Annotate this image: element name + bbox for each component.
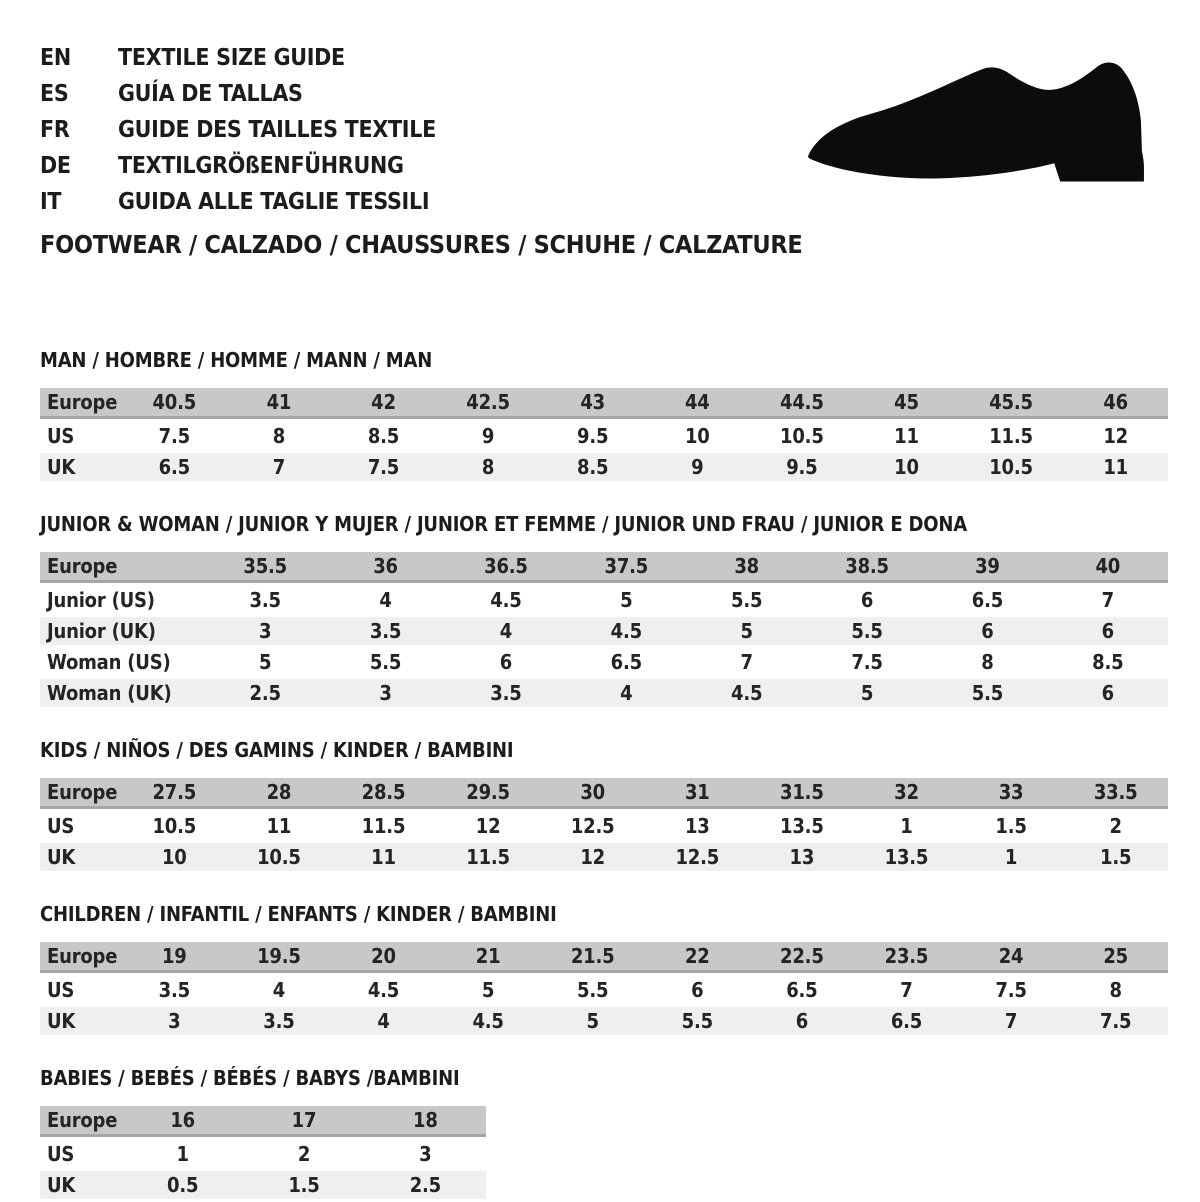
size-value: 12 [540,843,645,871]
size-value: 3 [122,1007,227,1035]
size-value: 8 [981,650,994,674]
size-value: 41 [227,388,332,419]
language-title: GUIDA ALLE TAGLIE TESSILI [118,189,430,215]
size-value: 3.5 [325,617,445,645]
size-value: 2 [297,1142,311,1166]
size-value: 5 [259,650,272,674]
size-value: 4 [379,588,392,612]
size-value: 11.5 [989,424,1033,448]
size-value: 6.5 [122,453,227,481]
size-value: 12.5 [645,843,750,871]
language-code: FR [40,117,70,143]
table-header-row [40,388,1168,419]
size-value: 38.5 [807,552,927,583]
size-value: 6 [750,1007,855,1035]
size-value: 31.5 [750,778,855,809]
language-code: DE [40,153,71,179]
row-label: Europe [40,388,122,419]
table-row [40,843,1168,871]
size-value: 20 [331,942,436,973]
table-row [40,422,1168,450]
language-code: EN [40,45,71,71]
size-value: 13.5 [854,843,959,871]
size-value: 11 [1063,453,1168,481]
size-value: 46 [1063,388,1168,419]
size-value: 7.5 [995,978,1027,1002]
size-value: 6.5 [971,588,1004,612]
size-value: 12 [1103,424,1128,448]
size-value: 7.5 [158,424,190,448]
row-label: Europe [40,942,122,973]
size-value: 44 [645,388,750,419]
size-value: 32 [854,778,959,809]
section-title: CHILDREN / INFANTIL / ENFANTS / KINDER / BAMBINI [40,902,557,926]
size-value: 40 [1048,552,1168,583]
size-value: 11 [331,843,436,871]
size-value: 7 [1101,588,1114,612]
size-value: 8 [272,424,286,448]
size-value: 8 [1109,978,1122,1002]
row-label: Europe [40,552,205,583]
size-value: 6.5 [786,978,818,1002]
size-value: 5 [481,978,495,1002]
section-title: KIDS / NIÑOS / DES GAMINS / KINDER / BAMBINI [40,738,514,762]
size-value: 0.5 [122,1171,243,1199]
size-value: 29.5 [436,778,541,809]
size-value: 5 [687,617,807,645]
table-row [40,648,1168,676]
size-value: 35.5 [205,552,325,583]
size-value: 10 [854,453,959,481]
size-value: 6.5 [854,1007,959,1035]
size-value: 4 [272,978,286,1002]
size-value: 5.5 [577,978,609,1002]
size-value: 17 [243,1106,364,1137]
row-label: Woman (US) [47,650,171,674]
size-value: 45.5 [959,388,1064,419]
language-title: GUÍA DE TALLAS [118,81,303,107]
table-row [40,617,1168,645]
section-title: JUNIOR & WOMAN / JUNIOR Y MUJER / JUNIOR ET FEMME / JUNIOR UND FRAU / JUNIOR E DONA [40,512,967,536]
size-value: 3 [325,679,445,707]
size-value: 4.5 [436,1007,541,1035]
row-label: US [47,978,75,1002]
size-value: 36 [325,552,445,583]
size-value: 3.5 [227,1007,332,1035]
size-value: 6 [860,588,874,612]
row-label: UK [40,453,122,481]
size-value: 23.5 [854,942,959,973]
section-title: BABIES / BEBÉS / BÉBÉS / BABYS /BAMBINI [40,1066,460,1090]
size-value: 10 [684,424,710,448]
size-value: 37.5 [566,552,686,583]
table-header-row [40,552,1168,583]
size-value: 6.5 [610,650,642,674]
row-label: Junior (US) [47,588,155,612]
size-value: 30 [540,778,645,809]
size-value: 5 [540,1007,645,1035]
size-value: 5 [807,679,927,707]
size-value: 3.5 [446,679,566,707]
size-value: 8.5 [367,424,400,448]
size-value: 27.5 [122,778,227,809]
size-value: 39 [927,552,1047,583]
size-value: 4.5 [687,679,807,707]
size-value: 28.5 [331,778,436,809]
size-table-man [40,385,1168,484]
size-value: 28 [227,778,332,809]
size-section-children [40,902,1164,1038]
language-code: IT [40,189,62,215]
size-value: 7.5 [851,650,883,674]
size-value: 44.5 [750,388,855,419]
size-value: 1 [176,1142,189,1166]
size-value: 1.5 [1063,843,1168,871]
size-value: 19.5 [227,942,332,973]
size-value: 11.5 [436,843,541,871]
row-label: Europe [40,778,122,809]
row-label: Woman (UK) [40,679,205,707]
size-value: 11 [894,424,919,448]
size-value: 21 [436,942,541,973]
size-table-children [40,939,1168,1038]
size-value: 31 [645,778,750,809]
size-value: 2.5 [205,679,325,707]
table-row [40,976,1168,1004]
table-row [40,1140,486,1168]
language-code: ES [40,81,69,107]
size-value: 9 [481,424,495,448]
size-value: 21.5 [540,942,645,973]
size-section-kids [40,738,1164,874]
size-value: 8.5 [1092,650,1124,674]
table-header-row [40,778,1168,809]
size-value: 42 [331,388,436,419]
size-value: 5.5 [807,617,927,645]
size-value: 33.5 [1063,778,1168,809]
section-title: MAN / HOMBRE / HOMME / MANN / MAN [40,348,433,372]
size-table-kids [40,775,1168,874]
table-row [40,679,1168,707]
size-value: 45 [854,388,959,419]
size-value: 12.5 [570,814,615,838]
size-value: 13 [684,814,710,838]
size-value: 22 [645,942,750,973]
size-value: 43 [540,388,645,419]
size-value: 10.5 [227,843,332,871]
size-value: 10.5 [780,424,824,448]
language-title: TEXTILE SIZE GUIDE [118,45,345,71]
size-value: 10 [122,843,227,871]
size-value: 5 [620,588,633,612]
language-title: GUIDE DES TAILLES TEXTILE [118,117,436,143]
size-value: 7 [740,650,753,674]
size-value: 10.5 [152,814,197,838]
size-value: 13.5 [780,814,824,838]
size-value: 40.5 [122,388,227,419]
size-value: 9.5 [750,453,855,481]
size-value: 7 [227,453,332,481]
size-value: 4.5 [566,617,686,645]
size-value: 16 [122,1106,243,1137]
size-value: 8 [436,453,541,481]
size-value: 7.5 [1063,1007,1168,1035]
size-value: 3 [205,617,325,645]
size-value: 3.5 [249,588,281,612]
table-row [40,1007,1168,1035]
size-value: 1 [959,843,1064,871]
size-table-junior-woman [40,549,1168,710]
size-tables [40,348,1164,1202]
size-value: 4.5 [490,588,522,612]
size-value: 38 [687,552,807,583]
size-value: 2.5 [365,1171,486,1199]
row-label: US [47,814,75,838]
size-value: 5.5 [927,679,1047,707]
size-value: 1 [900,814,913,838]
size-table-babies [40,1103,486,1202]
size-value: 9 [645,453,750,481]
row-label: UK [40,1007,122,1035]
size-value: 4 [331,1007,436,1035]
size-value: 42.5 [436,388,541,419]
size-value: 6 [1048,617,1168,645]
size-value: 1.5 [995,814,1027,838]
size-value: 4.5 [367,978,400,1002]
size-value: 2 [1109,814,1122,838]
size-value: 11 [266,814,292,838]
size-value: 6 [691,978,704,1002]
size-value: 7 [959,1007,1064,1035]
size-section-junior-woman [40,512,1164,710]
size-value: 24 [959,942,1064,973]
size-value: 3.5 [158,978,190,1002]
dress-shoe-icon [802,58,1150,200]
size-value: 4 [566,679,686,707]
size-value: 3 [419,1142,432,1166]
row-label: US [47,1142,75,1166]
table-row [40,1171,486,1199]
size-value: 18 [365,1106,486,1137]
size-section-babies [40,1066,1164,1202]
row-label: Europe [40,1106,122,1137]
size-value: 6 [1048,679,1168,707]
size-value: 22.5 [750,942,855,973]
row-label: US [47,424,75,448]
row-label: UK [40,843,122,871]
size-value: 9.5 [577,424,609,448]
table-row [40,586,1168,614]
size-value: 1.5 [243,1171,364,1199]
size-value: 13 [750,843,855,871]
size-section-man [40,348,1164,484]
size-value: 36.5 [446,552,566,583]
size-value: 6 [927,617,1047,645]
size-value: 5.5 [369,650,402,674]
table-row [40,812,1168,840]
size-value: 5.5 [731,588,763,612]
size-value: 11.5 [361,814,406,838]
row-label: UK [40,1171,122,1199]
size-value: 19 [122,942,227,973]
size-value: 4 [446,617,566,645]
size-value: 5.5 [645,1007,750,1035]
table-row [40,453,1168,481]
size-value: 33 [959,778,1064,809]
row-label: Junior (UK) [40,617,205,645]
size-value: 10.5 [959,453,1064,481]
table-header-row [40,1106,486,1137]
size-value: 25 [1063,942,1168,973]
language-title: TEXTILGRÖßENFÜHRUNG [118,153,404,179]
table-header-row [40,942,1168,973]
size-value: 6 [499,650,513,674]
category-line: FOOTWEAR / CALZADO / CHAUSSURES / SCHUHE / CALZATURE [40,230,803,259]
size-value: 7.5 [331,453,436,481]
size-value: 8.5 [540,453,645,481]
size-value: 7 [900,978,913,1002]
size-value: 12 [475,814,501,838]
